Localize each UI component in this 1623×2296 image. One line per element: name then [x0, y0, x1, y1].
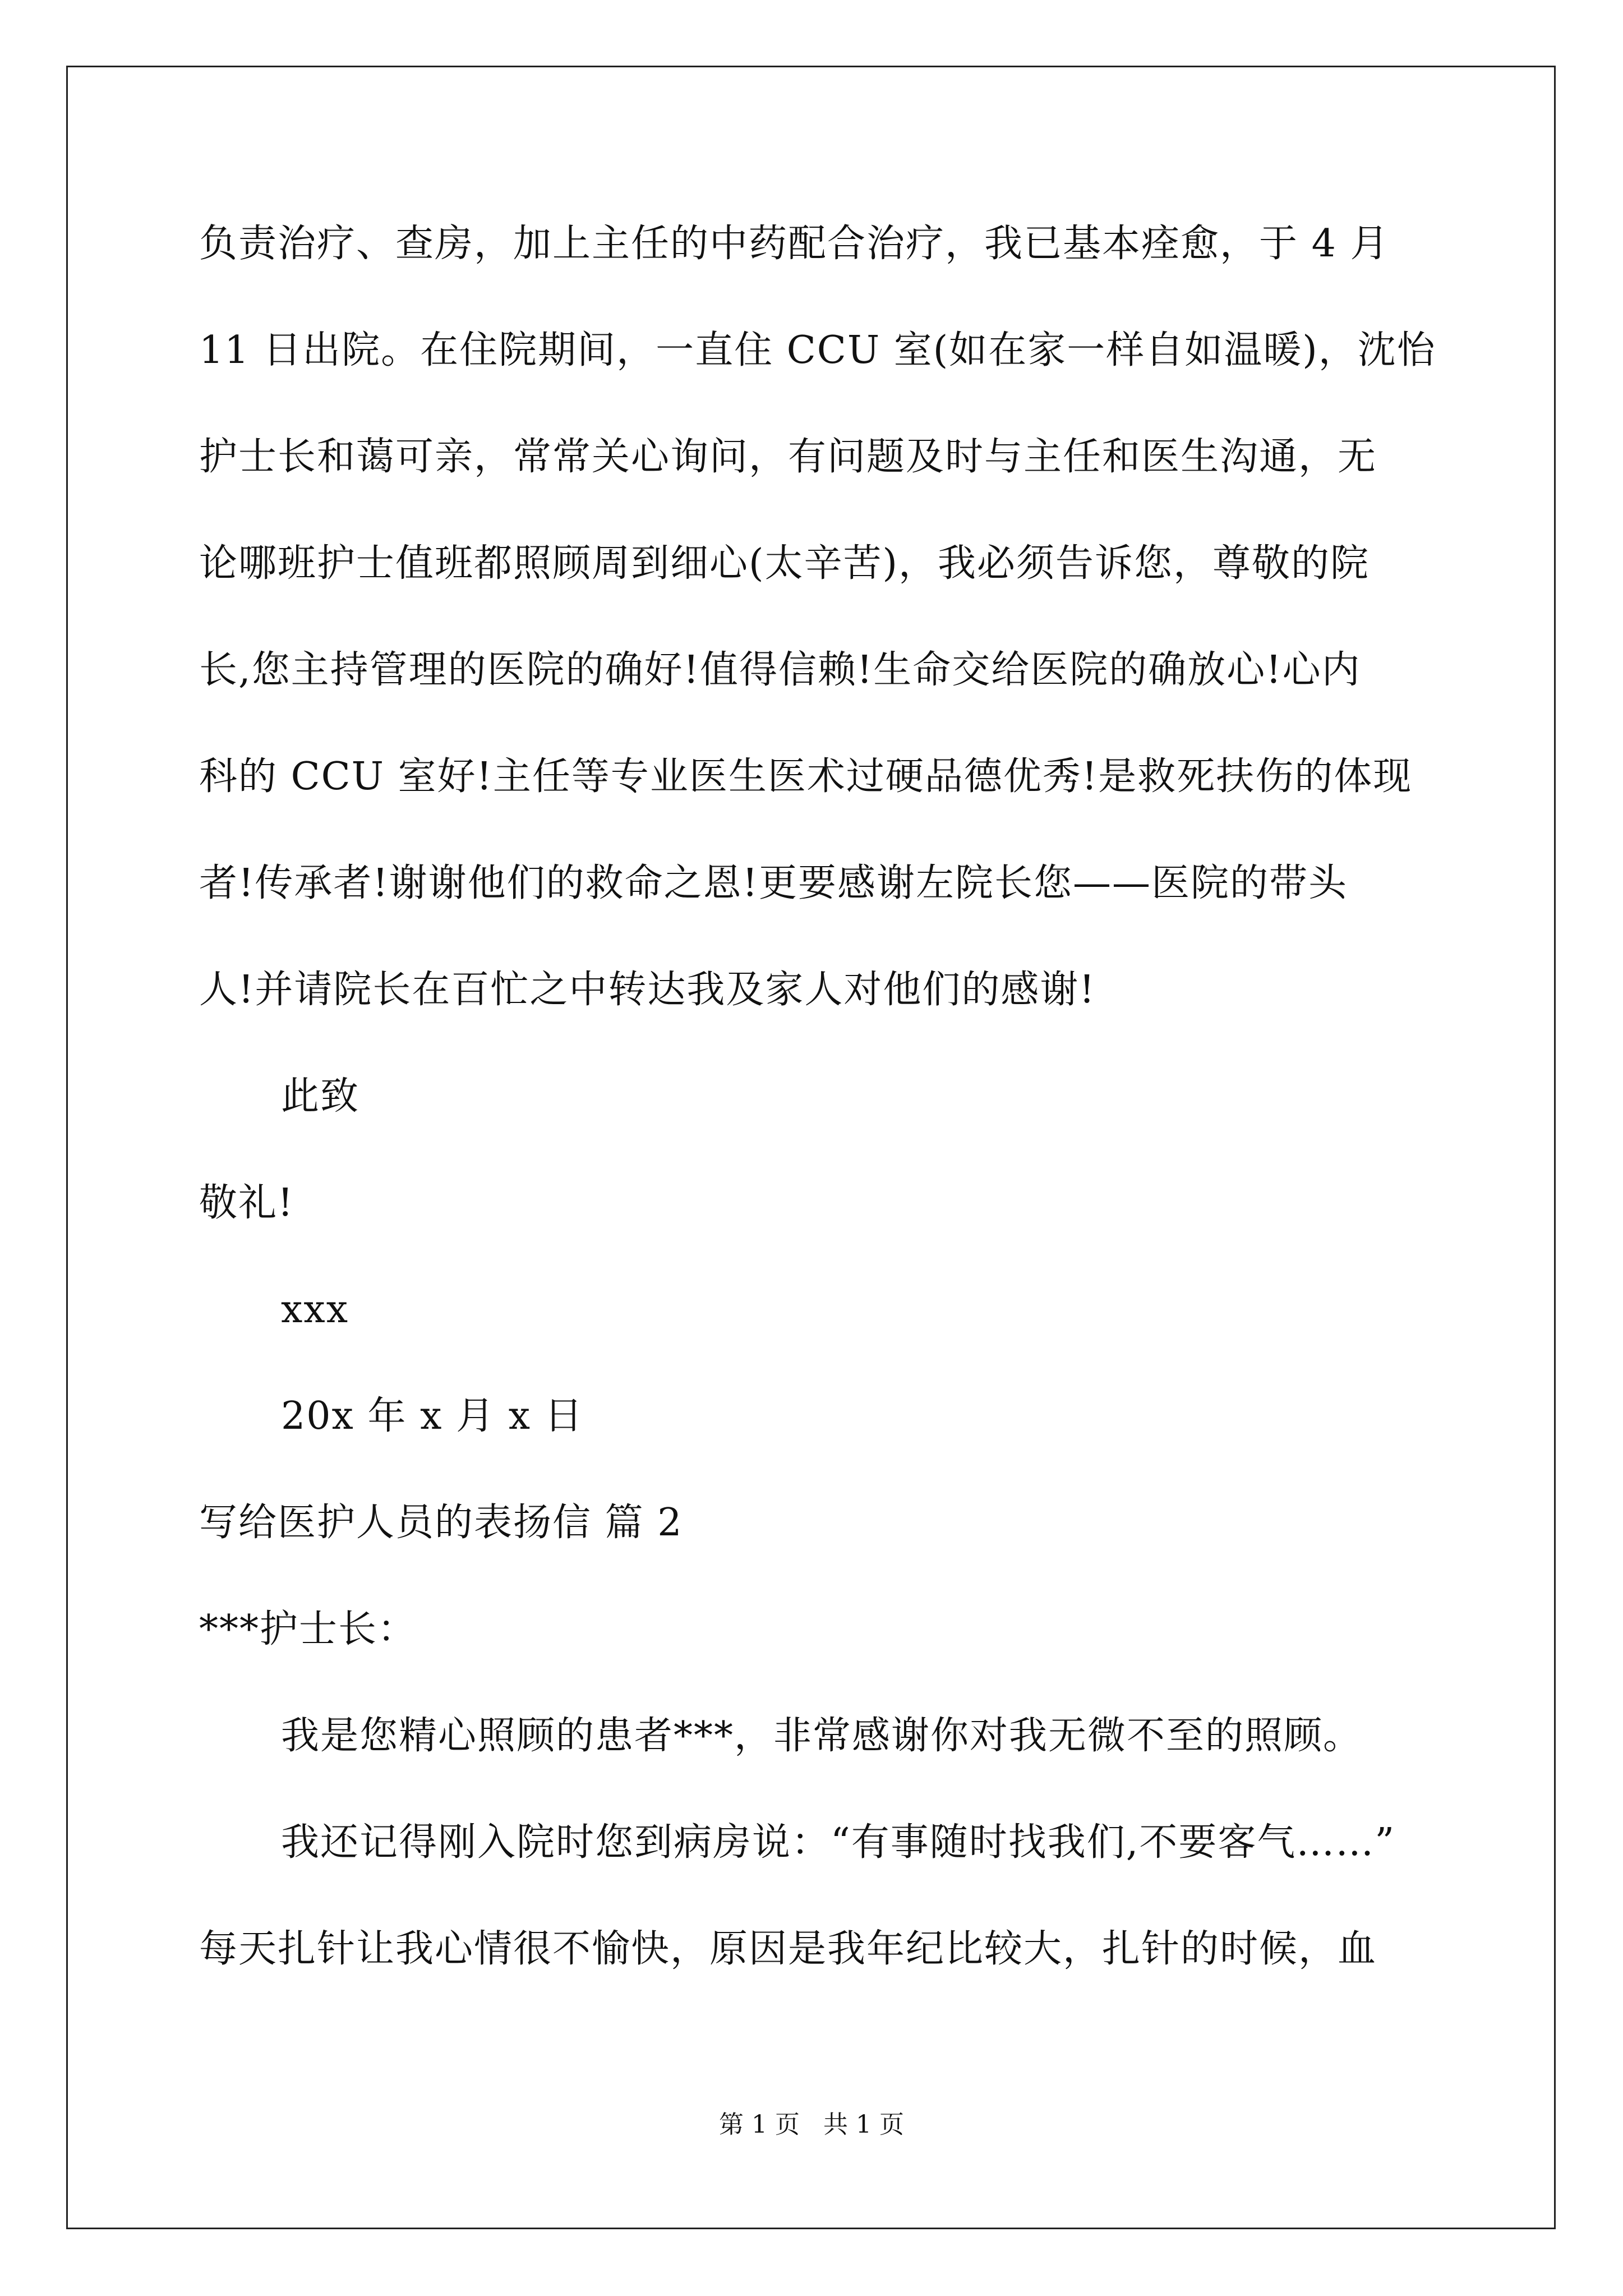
closing-text: 此致	[281, 1074, 360, 1119]
page-border	[66, 66, 1556, 2229]
body-line-7: 者!传承者!谢谢他们的救命之恩!更要感谢左院长您——医院的带头	[199, 861, 1348, 905]
body-line-6: 科的 CCU 室好!主任等专业医生医术过硬品德优秀!是救死扶伤的体现	[199, 754, 1413, 799]
body-line-1: 负责治疗、查房，加上主任的中药配合治疗，我已基本痊愈，于 4 月	[199, 222, 1390, 266]
date: 20x 年 x 月 x 日	[281, 1394, 584, 1438]
section-title: 写给医护人员的表扬信 篇 2	[199, 1501, 683, 1545]
body-line-4: 论哪班护士值班都照顾周到细心(太辛苦)，我必须告诉您，尊敬的院	[199, 541, 1370, 586]
body-line-5: 长,您主持管理的医院的确好!值得信赖!生命交给医院的确放心!心内	[199, 648, 1361, 692]
body-line-2: 11 日出院。在住院期间，一直住 CCU 室(如在家一样自如温暖)，沈怡	[199, 328, 1436, 372]
signature: xxx	[281, 1287, 349, 1332]
greeting: ***护士长：	[199, 1607, 417, 1651]
salute-text: 敬礼!	[199, 1181, 294, 1225]
body-line-3: 护士长和蔼可亲，常常关心询问，有问题及时与主任和医生沟通，无	[199, 435, 1377, 479]
paragraph-2-line-1: 我还记得刚入院时您到病房说：“有事随时找我们,不要客气……”	[281, 1820, 1396, 1865]
paragraph-2-line-2: 每天扎针让我心情很不愉快，原因是我年纪比较大，扎针的时候，血	[199, 1927, 1377, 1971]
body-line-8: 人!并请院长在百忙之中转达我及家人对他们的感谢!	[199, 968, 1096, 1012]
page-footer: 第 1 页 共 1 页	[719, 2110, 904, 2139]
paragraph-1: 我是您精心照顾的患者***，非常感谢你对我无微不至的照顾。	[281, 1714, 1363, 1758]
